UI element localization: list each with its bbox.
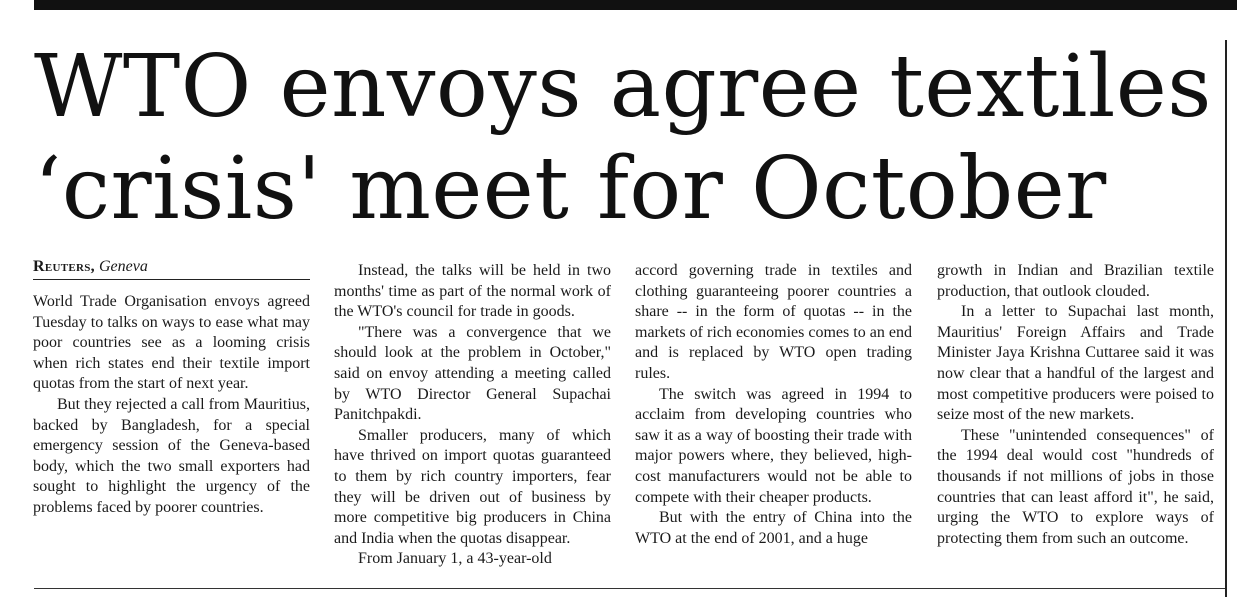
headline xyxy=(34,36,1224,240)
paragraph: The switch was agreed in 1994 to acclaim from developing countries who saw it as a way of boosting their trade with major powers where, they believed, high-cost manufacturers would not be able to compete with their cheaper products. xyxy=(635,385,912,506)
headline-line-1: WTO envoys agree textiles xyxy=(34,37,1212,137)
top-rule xyxy=(34,0,1237,10)
headline-line-2: ‘crisis' meet for October xyxy=(34,139,1107,239)
paragraph: But they rejected a call from Mauritius, backed by Bangladesh, for a special emergency session of the Geneva-based body, which the two small exporters had sought to highlight the urgency of the problems faced by poorer countries. xyxy=(33,395,310,516)
byline-agency: Reuters, xyxy=(33,258,95,275)
paragraph: Instead, the talks will be held in two months' time as part of the normal work of the WTO's council for trade in goods. xyxy=(334,262,611,321)
byline-dateline: Geneva xyxy=(98,258,148,275)
column-rule-right xyxy=(1225,40,1227,597)
paragraph: From January 1, a 43-year-old xyxy=(358,550,552,568)
article-column-3 xyxy=(635,261,912,549)
article-column-4 xyxy=(937,261,1214,549)
article-column-1 xyxy=(33,257,310,519)
paragraph: accord governing trade in textiles and clothing guaranteeing poorer countries a share -- in the form of quotas -- in the markets of rich economies comes to an end and is replaced by WTO open trading rules. xyxy=(635,262,912,382)
article-column-2 xyxy=(334,261,611,570)
paragraph: World Trade Organisation envoys agreed Tuesday to talks on ways to ease what may poor countries see as a looming crisis when rich states end their textile import quotas from the start of next year. xyxy=(33,293,310,393)
paragraph: Smaller producers, many of which have thrived on import quotas guaranteed to them by rich country importers, fear they will be driven out of business by more competitive big producers in China and India when the quotas disappear. xyxy=(334,426,611,547)
byline xyxy=(33,257,310,280)
paragraph: "There was a convergence that we should look at the problem in October," said on envoy attending a meeting called by WTO Director General Supachai Panitchpakdi. xyxy=(334,323,611,424)
paragraph: In a letter to Supachai last month, Mauritius' Foreign Affairs and Trade Minister Jaya Krishna Cuttaree said it was now clear that a handful of the largest and most competitive producers were poised to seize most of the new markets. xyxy=(937,303,1214,424)
paragraph: These "unintended consequences" of the 1994 deal would cost "hundreds of thousands if not millions of jobs in those countries that can least afford it", he said, urging the WTO to explore ways of protecting them from such an outcome. xyxy=(937,426,1214,547)
paragraph: growth in Indian and Brazilian textile production, that outlook clouded. xyxy=(937,262,1214,300)
paragraph: But with the entry of China into the WTO at the end of 2001, and a huge xyxy=(635,509,912,547)
bottom-rule xyxy=(34,588,1225,589)
